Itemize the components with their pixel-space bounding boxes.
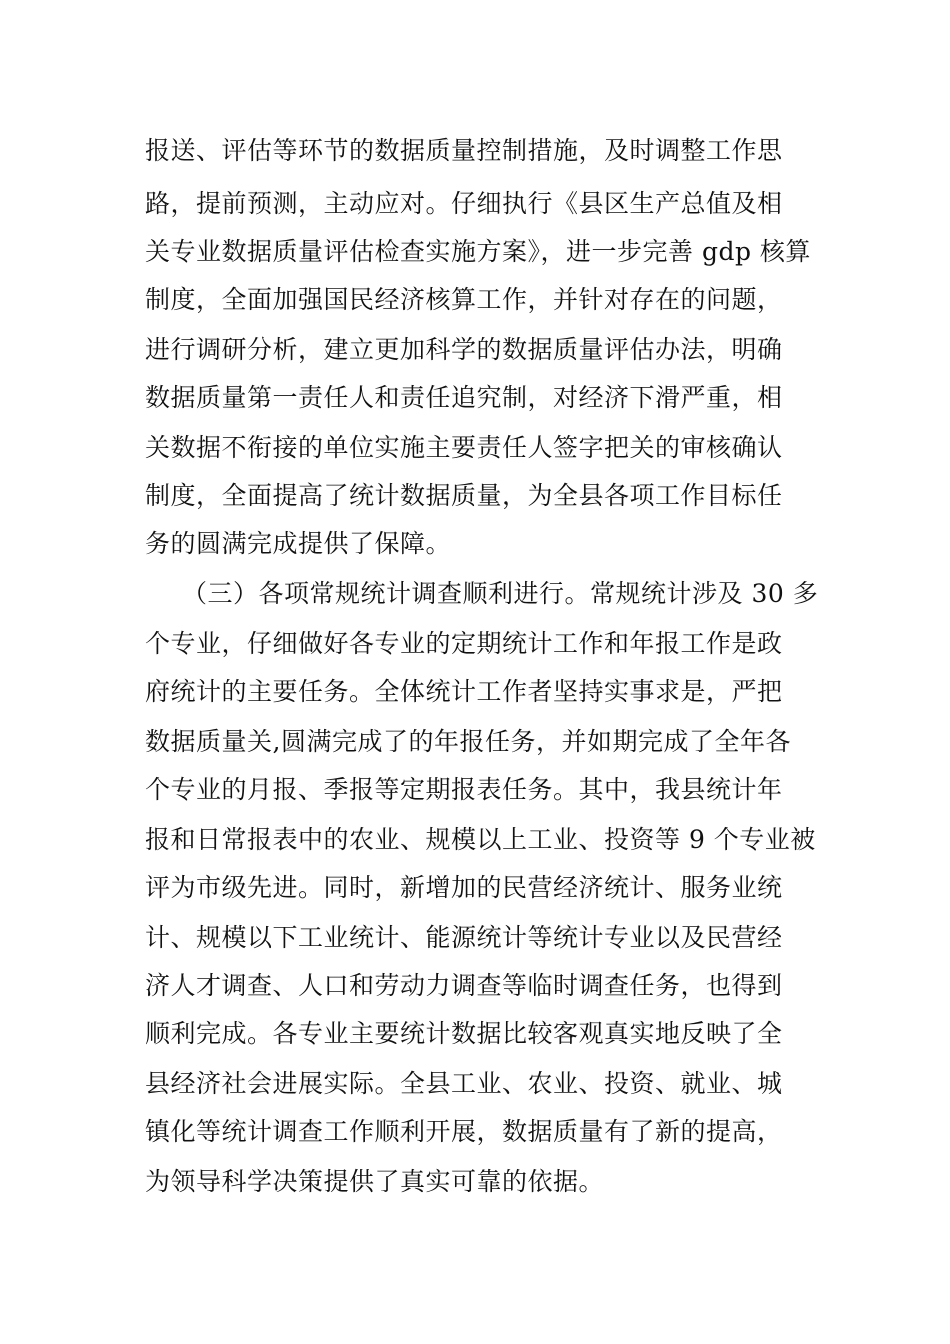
text-line: 关专业数据质量评估检查实施方案》，进一步完善 gdp 核算	[145, 237, 811, 266]
text-line: 镇化等统计调查工作顺利开展，数据质量有了新的提高，	[145, 1117, 783, 1146]
section-heading-line: （三）各项常规统计调查顺利进行。常规统计涉及 30 多	[182, 579, 819, 608]
text-line: 个专业，仔细做好各专业的定期统计工作和年报工作是政	[145, 629, 783, 658]
text-line: 个专业的月报、季报等定期报表任务。其中，我县统计年	[145, 775, 783, 804]
text-line: 评为市级先进。同时，新增加的民营经济统计、服务业统	[145, 873, 783, 902]
text-line: 关数据不衔接的单位实施主要责任人签字把关的审核确认	[145, 433, 783, 462]
text-line: 路，提前预测，主动应对。仔细执行《县区生产总值及相	[145, 189, 783, 218]
text-line: 制度，全面加强国民经济核算工作，并针对存在的问题，	[145, 285, 783, 314]
text-line: 府统计的主要任务。全体统计工作者坚持实事求是，严把	[145, 677, 783, 706]
text-line: 务的圆满完成提供了保障。	[145, 529, 452, 558]
text-line: 济人才调查、人口和劳动力调查等临时调查任务，也得到	[145, 971, 783, 1000]
text-line: 数据质量关,圆满完成了的年报任务，并如期完成了全年各	[145, 727, 791, 756]
text-line: 县经济社会进展实际。全县工业、农业、投资、就业、城	[145, 1069, 783, 1098]
text-line: 报送、评估等环节的数据质量控制措施，及时调整工作思	[145, 136, 783, 165]
text-line: 为领导科学决策提供了真实可靠的依据。	[145, 1167, 605, 1196]
text-line: 顺利完成。各专业主要统计数据比较客观真实地反映了全	[145, 1019, 783, 1048]
text-line: 数据质量第一责任人和责任追究制，对经济下滑严重，相	[145, 383, 783, 412]
text-line: 计、规模以下工业统计、能源统计等统计专业以及民营经	[145, 923, 783, 952]
text-line: 进行调研分析，建立更加科学的数据质量评估办法，明确	[145, 335, 783, 364]
text-line: 制度，全面提高了统计数据质量，为全县各项工作目标任	[145, 481, 783, 510]
text-line: 报和日常报表中的农业、规模以上工业、投资等 9 个专业被	[145, 825, 816, 854]
